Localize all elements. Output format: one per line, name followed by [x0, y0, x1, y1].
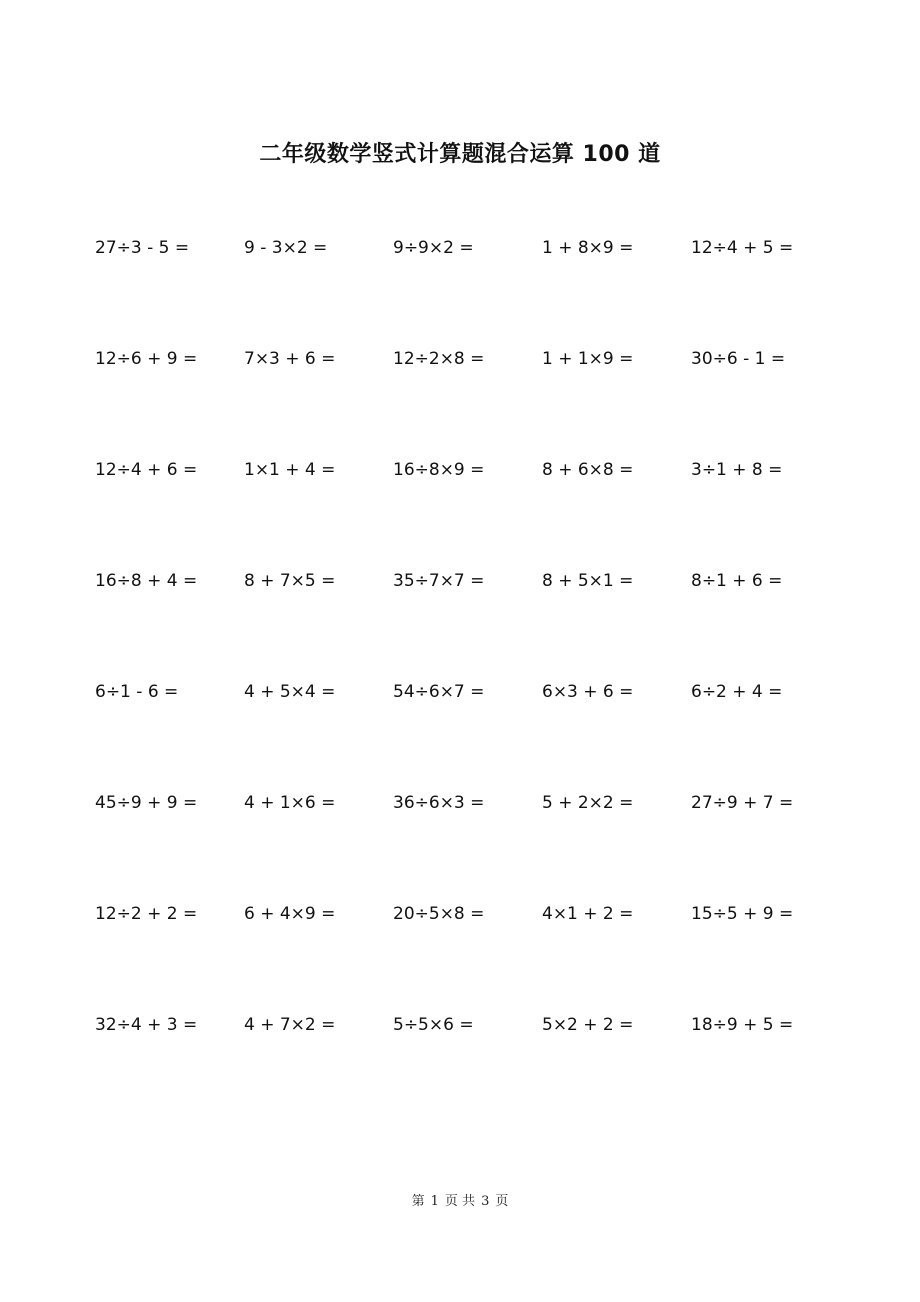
page-footer [0, 1192, 920, 1212]
problem-item: 20÷5×8 = [393, 904, 485, 924]
problem-item: 3÷1 + 8 = [691, 460, 783, 480]
problem-row [95, 347, 855, 458]
problem-item: 5×2 + 2 = [542, 1015, 634, 1035]
problem-item: 36÷6×3 = [393, 793, 485, 813]
problem-item: 7×3 + 6 = [244, 349, 336, 369]
problem-row [95, 569, 855, 680]
problem-item: 4×1 + 2 = [542, 904, 634, 924]
problem-item: 1×1 + 4 = [244, 460, 336, 480]
problem-item: 12÷4 + 5 = [691, 238, 794, 258]
page-title: 二年级数学竖式计算题混合运算 100 道 [259, 142, 661, 167]
problem-item: 16÷8×9 = [393, 460, 485, 480]
problem-item: 8÷1 + 6 = [691, 571, 783, 591]
problem-grid [95, 236, 855, 1124]
problem-item: 9÷9×2 = [393, 238, 474, 258]
problem-item: 27÷3 - 5 = [95, 238, 190, 258]
problem-item: 4 + 5×4 = [244, 682, 336, 702]
problem-item: 6÷1 - 6 = [95, 682, 179, 702]
problem-item: 12÷4 + 6 = [95, 460, 198, 480]
total-page-count: 3 [481, 1194, 490, 1209]
problem-item: 6 + 4×9 = [244, 904, 336, 924]
problem-item: 8 + 7×5 = [244, 571, 336, 591]
problem-item: 5 + 2×2 = [542, 793, 634, 813]
problem-item: 9 - 3×2 = [244, 238, 328, 258]
problem-item: 12÷2×8 = [393, 349, 485, 369]
problem-row [95, 791, 855, 902]
problem-item: 18÷9 + 5 = [691, 1015, 794, 1035]
problem-row [95, 680, 855, 791]
problem-item: 12÷2 + 2 = [95, 904, 198, 924]
problem-item: 12÷6 + 9 = [95, 349, 198, 369]
footer-mid: 页 共 [444, 1194, 476, 1209]
problem-item: 6÷2 + 4 = [691, 682, 783, 702]
problem-row [95, 236, 855, 347]
problem-item: 32÷4 + 3 = [95, 1015, 198, 1035]
problem-item: 45÷9 + 9 = [95, 793, 198, 813]
problem-item: 4 + 1×6 = [244, 793, 336, 813]
footer-prefix: 第 [411, 1194, 425, 1209]
problem-row [95, 1013, 855, 1124]
problem-item: 8 + 6×8 = [542, 460, 634, 480]
problem-row [95, 458, 855, 569]
footer-suffix: 页 [495, 1194, 509, 1209]
problem-item: 30÷6 - 1 = [691, 349, 786, 369]
problem-item: 8 + 5×1 = [542, 571, 634, 591]
problem-item: 1 + 1×9 = [542, 349, 634, 369]
problem-item: 35÷7×7 = [393, 571, 485, 591]
problem-item: 6×3 + 6 = [542, 682, 634, 702]
problem-item: 4 + 7×2 = [244, 1015, 336, 1035]
current-page-number: 1 [430, 1194, 439, 1209]
problem-item: 1 + 8×9 = [542, 238, 634, 258]
problem-item: 16÷8 + 4 = [95, 571, 198, 591]
problem-item: 15÷5 + 9 = [691, 904, 794, 924]
problem-item: 54÷6×7 = [393, 682, 485, 702]
problem-item: 27÷9 + 7 = [691, 793, 794, 813]
problem-row [95, 902, 855, 1013]
problem-item: 5÷5×6 = [393, 1015, 474, 1035]
